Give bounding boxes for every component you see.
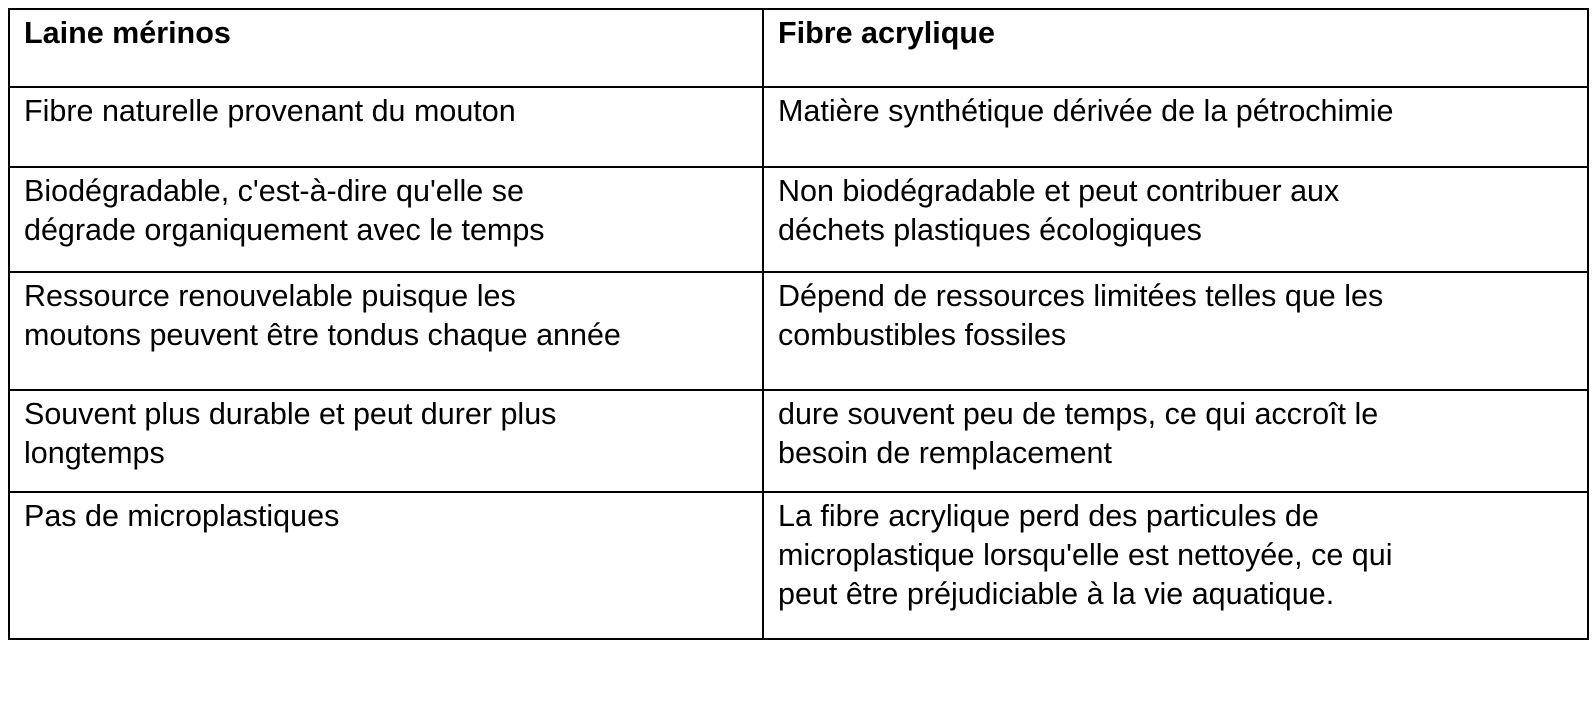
acrylic-cell: Matière synthétique dérivée de la pétrochimie: [763, 87, 1588, 167]
table-row: [9, 272, 1588, 390]
table-row: [9, 87, 1588, 167]
acrylic-cell: La fibre acrylique perd des particules de microplastique lorsqu'elle est nettoyée, ce qui peut être préjudiciable à la vie aquatique.: [763, 492, 1588, 639]
acrylic-cell: dure souvent peu de temps, ce qui accroît le besoin de remplacement: [763, 390, 1588, 492]
comparison-table: [8, 8, 1589, 640]
merino-cell: Souvent plus durable et peut durer plus longtemps: [9, 390, 763, 492]
table-header-row: [9, 9, 1588, 87]
table-row: [9, 390, 1588, 492]
acrylic-cell: Non biodégradable et peut contribuer aux déchets plastiques écologiques: [763, 167, 1588, 272]
acrylic-cell: Dépend de ressources limitées telles que les combustibles fossiles: [763, 272, 1588, 390]
merino-cell: Pas de microplastiques: [9, 492, 763, 639]
merino-cell: Fibre naturelle provenant du mouton: [9, 87, 763, 167]
merino-cell: Biodégradable, c'est-à-dire qu'elle se dégrade organiquement avec le temps: [9, 167, 763, 272]
table-row: [9, 492, 1588, 639]
header-acrylic-fiber: Fibre acrylique: [763, 9, 1588, 87]
header-merino-wool: Laine mérinos: [9, 9, 763, 87]
table-row: [9, 167, 1588, 272]
merino-cell: Ressource renouvelable puisque les moutons peuvent être tondus chaque année: [9, 272, 763, 390]
